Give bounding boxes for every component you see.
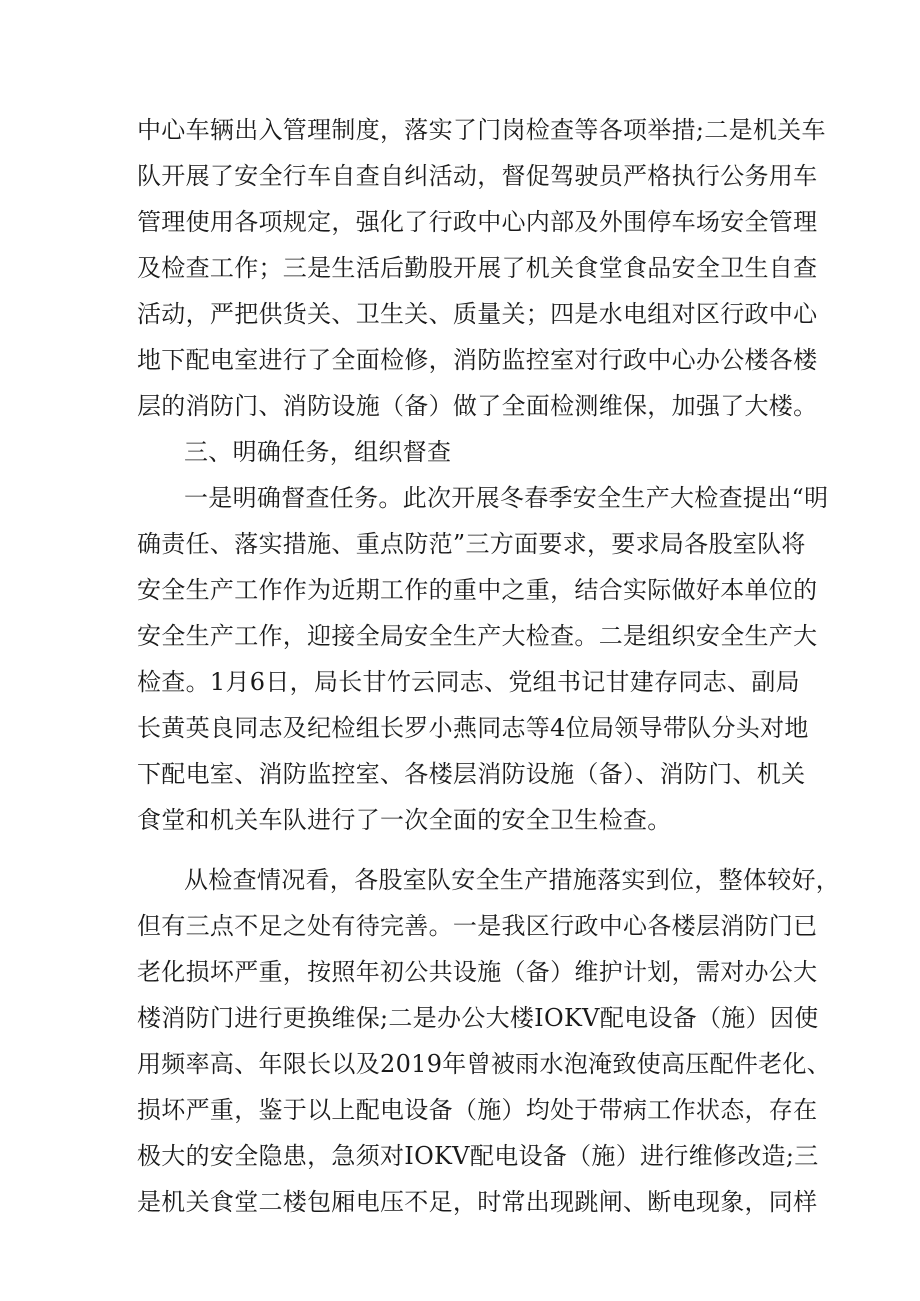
text-line: 队开展了安全行车自查自纠活动，督促驾驶员严格执行公务用车 (137, 162, 818, 190)
text-line: 中心车辆出入管理制度，落实了门岗检查等各项举措;二是机关车 (137, 116, 826, 144)
text-line: 长黄英良同志及纪检组长罗小燕同志等4位局领导带队分头对地 (137, 714, 809, 742)
text-line: 安全生产工作，迎接全局安全生产大检查。二是组织安全生产大 (137, 622, 818, 650)
text-line: 极大的安全隐患，急须对IOKV配电设备（施）进行维修改造;三 (137, 1142, 819, 1170)
text-line: 管理使用各项规定，强化了行政中心内部及外围停车场安全管理 (137, 208, 818, 236)
text-line: 检查。1月6日，局长甘竹云同志、党组书记甘建存同志、副局 (137, 668, 800, 696)
text-line: 地下配电室进行了全面检修，消防监控室对行政中心办公楼各楼 (137, 346, 818, 374)
text-line: 损坏严重，鉴于以上配电设备（施）均处于带病工作状态，存在 (137, 1096, 818, 1124)
text-line: 确责任、落实措施、重点防范”三方面要求，要求局各股室队将 (137, 530, 806, 558)
section-heading: 三、明确任务，组织督查 (184, 438, 452, 466)
text-line: 食堂和机关车队进行了一次全面的安全卫生检查。 (137, 806, 672, 834)
text-line: 层的消防门、消防设施（备）做了全面检测维保，加强了大楼。 (137, 392, 818, 420)
text-line: 一是明确督查任务。此次开展冬春季安全生产大检查提出“明 (184, 484, 829, 512)
text-line: 楼消防门进行更换维保;二是办公大楼IOKV配电设备（施）因使 (137, 1004, 819, 1032)
text-line: 用频率高、年限长以及2019年曾被雨水泡淹致使高压配件老化、 (137, 1050, 832, 1078)
text-line: 老化损坏严重，按照年初公共设施（备）维护计划，需对办公大 (137, 958, 818, 986)
text-line: 从检查情况看，各股室队安全生产措施落实到位，整体较好， (184, 866, 841, 894)
text-line: 是机关食堂二楼包厢电压不足，时常出现跳闸、断电现象，同样 (137, 1188, 818, 1216)
text-line: 安全生产工作作为近期工作的重中之重，结合实际做好本单位的 (137, 576, 818, 604)
text-line: 但有三点不足之处有待完善。一是我区行政中心各楼层消防门已 (137, 912, 818, 940)
text-line: 活动，严把供货关、卫生关、质量关；四是水电组对区行政中心 (137, 300, 818, 328)
text-line: 及检查工作；三是生活后勤股开展了机关食堂食品安全卫生自查 (137, 254, 818, 282)
text-line: 下配电室、消防监控室、各楼层消防设施（备）、消防门、机关 (137, 760, 806, 788)
